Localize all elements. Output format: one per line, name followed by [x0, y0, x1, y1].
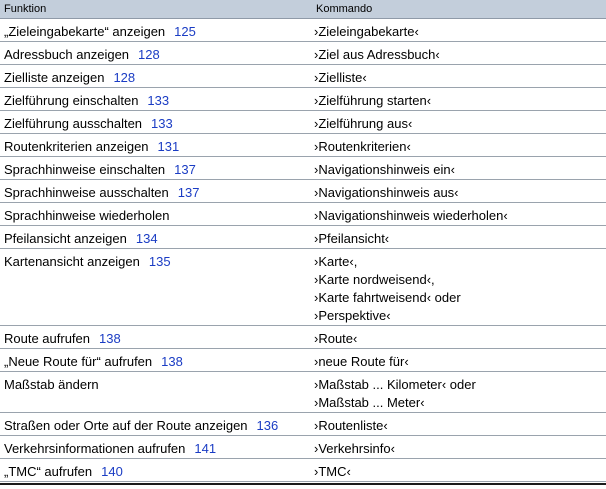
command-cell: [312, 134, 606, 157]
function-cell: [0, 88, 312, 111]
command-text: ›Perspektive‹: [314, 308, 391, 323]
function-label: „Neue Route für“ aufrufen: [4, 354, 153, 369]
function-cell: [0, 42, 312, 65]
table-row: [0, 134, 606, 157]
table-row: [0, 459, 606, 482]
page-reference-link[interactable]: 140: [101, 464, 123, 479]
command-text: ›Zielführung starten‹: [314, 93, 432, 108]
function-label: Straßen oder Orte auf der Route anzeigen: [4, 418, 248, 433]
page-reference-link[interactable]: 133: [147, 93, 170, 108]
table-row: [0, 203, 606, 226]
command-text: ›TMC‹: [314, 464, 351, 479]
command-cell: [312, 436, 606, 459]
command-text: ›Pfeilansicht‹: [314, 231, 390, 246]
table-row: [0, 372, 606, 413]
function-cell: [0, 413, 312, 436]
command-cell: [312, 111, 606, 134]
function-label: Routenkriterien anzeigen: [4, 139, 149, 154]
function-label: Kartenansicht anzeigen: [4, 254, 140, 269]
table-header-row: [0, 0, 606, 19]
function-label: Sprachhinweise ausschalten: [4, 185, 169, 200]
function-label: Zielliste anzeigen: [4, 70, 105, 85]
function-cell: [0, 65, 312, 88]
page-reference-link[interactable]: 137: [177, 185, 200, 200]
function-cell: [0, 157, 312, 180]
command-cell: [312, 372, 606, 413]
command-cell: [312, 249, 606, 326]
page-reference-link[interactable]: 128: [138, 47, 160, 62]
function-cell: [0, 372, 312, 413]
table-row: [0, 65, 606, 88]
function-label: Sprachhinweise wiederholen: [4, 208, 170, 223]
function-label: Route aufrufen: [4, 331, 91, 346]
command-cell: [312, 203, 606, 226]
function-cell: [0, 349, 312, 372]
function-cell: [0, 436, 312, 459]
table-row: [0, 19, 606, 42]
command-text: ›Karte‹,: [314, 254, 358, 269]
page-reference-link[interactable]: 135: [148, 254, 171, 269]
function-cell: [0, 249, 312, 326]
page-reference-link[interactable]: 138: [99, 331, 121, 346]
command-text: ›Karte nordweisend‹,: [314, 272, 435, 287]
command-cell: [312, 226, 606, 249]
function-label: Verkehrsinformationen aufrufen: [4, 441, 186, 456]
function-cell: [0, 459, 312, 482]
command-cell: [312, 180, 606, 203]
command-cell: [312, 65, 606, 88]
table-row: [0, 157, 606, 180]
page-reference-link[interactable]: 131: [157, 139, 180, 154]
table-row: [0, 42, 606, 65]
command-cell: [312, 42, 606, 65]
function-label: Sprachhinweise einschalten: [4, 162, 166, 177]
command-cell: [312, 349, 606, 372]
command-cell: [312, 413, 606, 436]
table-row: [0, 436, 606, 459]
table-row: [0, 88, 606, 111]
command-text: ›Navigationshinweis ein‹: [314, 162, 455, 177]
command-cell: [312, 88, 606, 111]
command-text: ›Karte fahrtweisend‹ oder: [314, 290, 461, 305]
command-text: ›neue Route für‹: [314, 354, 409, 369]
command-cell: [312, 326, 606, 349]
command-text: ›Route‹: [314, 331, 358, 346]
command-text: ›Maßstab ... Kilometer‹ oder: [314, 377, 476, 392]
function-cell: [0, 19, 312, 42]
command-text: ›Zielliste‹: [314, 70, 367, 85]
command-text: ›Maßstab ... Meter‹: [314, 395, 425, 410]
function-label: Adressbuch anzeigen: [4, 47, 130, 62]
command-text: ›Ziel aus Adressbuch‹: [314, 47, 440, 62]
table-row: [0, 326, 606, 349]
function-cell: [0, 203, 312, 226]
page-reference-link[interactable]: 141: [194, 441, 217, 456]
table-row: [0, 111, 606, 134]
function-label: „Zieleingabekarte“ anzeigen: [4, 24, 166, 39]
page-reference-link[interactable]: 138: [161, 354, 183, 369]
function-label: Zielführung ausschalten: [4, 116, 143, 131]
bottom-rule: [0, 483, 606, 485]
function-label: Maßstab ändern: [4, 377, 99, 392]
table-row: [0, 349, 606, 372]
table-row: [0, 413, 606, 436]
function-label: Pfeilansicht anzeigen: [4, 231, 127, 246]
command-text: ›Zieleingabekarte‹: [314, 24, 419, 39]
command-text: ›Zielführung aus‹: [314, 116, 413, 131]
table-row: [0, 249, 606, 326]
command-cell: [312, 157, 606, 180]
function-cell: [0, 180, 312, 203]
page-reference-link[interactable]: 128: [113, 70, 136, 85]
function-cell: [0, 326, 312, 349]
header-function: Funktion: [0, 0, 312, 19]
function-label: Zielführung einschalten: [4, 93, 139, 108]
page-reference-link[interactable]: 125: [174, 24, 196, 39]
command-cell: [312, 19, 606, 42]
page-reference-link[interactable]: 136: [256, 418, 279, 433]
command-text: ›Routenliste‹: [314, 418, 388, 433]
table-row: [0, 226, 606, 249]
command-text: ›Navigationshinweis aus‹: [314, 185, 459, 200]
command-text: ›Navigationshinweis wiederholen‹: [314, 208, 508, 223]
table-row: [0, 180, 606, 203]
command-text: ›Routenkriterien‹: [314, 139, 411, 154]
function-label: „TMC“ aufrufen: [4, 464, 93, 479]
command-cell: [312, 459, 606, 482]
function-cell: [0, 134, 312, 157]
function-cell: [0, 226, 312, 249]
header-command: Kommando: [312, 0, 606, 19]
page-reference-link[interactable]: 137: [174, 162, 196, 177]
function-cell: [0, 111, 312, 134]
command-text: ›Verkehrsinfo‹: [314, 441, 395, 456]
page-reference-link[interactable]: 134: [135, 231, 158, 246]
page-reference-link[interactable]: 133: [151, 116, 173, 131]
